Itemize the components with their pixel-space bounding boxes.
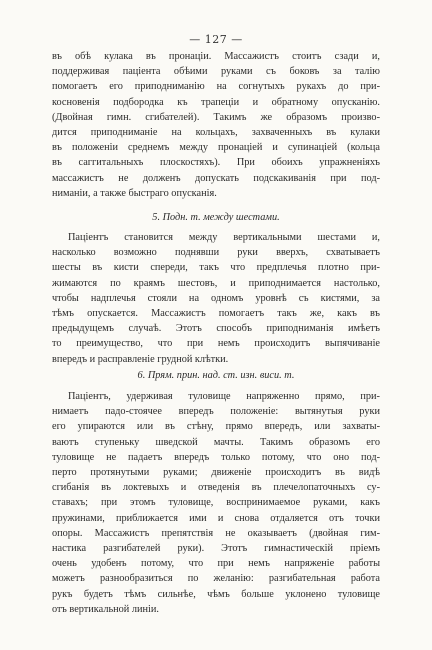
section-heading-6: 6. Прям. прин. над. ст. изн. виси. т.: [137, 370, 295, 381]
text-line: Паціентъ становится между вертикальными шестами и,: [68, 232, 380, 243]
text-line: шесты въ кисти спереди, такъ что предплечья плотно при-: [52, 262, 380, 274]
text-line: поддерживая паціента обѣими руками съ боковъ за талію: [52, 66, 380, 78]
paragraph-continuation: [52, 49, 380, 201]
text-line: въ обѣ кулака въ пронаціи. Массажистъ стоитъ сзади и,: [52, 51, 380, 62]
text-line: (Двойная гимн. сгибателей). Такимъ же образомъ произво-: [52, 111, 380, 123]
text-line: очень удобенъ потому, что при немъ напряженіе работы: [52, 558, 380, 570]
text-line: впередъ и расправленіе грудной клѣтки.: [52, 353, 229, 365]
text-line: перто протянутыми руками; движеніе происходитъ въ видѣ: [52, 467, 380, 479]
paragraph-section-6: [52, 389, 380, 617]
text-line: предыдущемъ случаѣ. Этотъ способъ приподниманія имѣетъ: [52, 323, 380, 335]
text-line: въ положеніи среднемъ между пронаціей и супинаціей (кольца: [52, 142, 380, 154]
text-line: рукъ будетъ тѣмъ сильнѣе, чѣмъ больше уклонено туловище: [52, 588, 380, 600]
text-line: пружинами, приближается ими и снова отдаляется отъ точки: [52, 512, 380, 524]
text-line: сгибанія въ локтевыхъ и отведенія въ плечелопаточныхъ су-: [52, 482, 380, 494]
text-line: туловище не падаетъ впередъ только потому, что оно под-: [52, 451, 380, 463]
text-line: въ саггитальныхъ плоскостяхъ). При обоихъ упражненіяхъ: [52, 157, 380, 169]
text-line: его упираются или въ стѣну, прямо впередъ, или захваты-: [52, 421, 380, 433]
text-line: ваютъ ступеньку шведской мачты. Такимъ образомъ его: [52, 436, 380, 448]
text-line: отъ вертикальной линіи.: [52, 603, 159, 615]
section-heading-5: 5. Подн. т. между шестами.: [152, 212, 280, 223]
text-line: насколько возможно поднявши руки вверхъ, схватываетъ: [52, 247, 380, 259]
text-line: ниманіи, а также быстраго опусканія.: [52, 187, 217, 199]
text-line: Паціентъ, удерживая туловище напряженно прямо, при-: [68, 391, 380, 402]
text-line: настика разгибателей руки). Этотъ гимнастическій пріемъ: [52, 543, 380, 555]
text-line: массажистъ не долженъ допускать подскакиванія при под-: [52, 172, 380, 184]
text-line: нимаетъ падо-стоячее впередъ положеніе: вытянутыя руки: [52, 406, 380, 418]
text-line: косновенія подбородка къ трапеціи и обратному опусканію.: [52, 96, 380, 108]
text-line: тѣмъ опускается. Массажистъ помогаетъ такъ же, какъ въ: [52, 308, 380, 320]
text-line: жимаются по краямъ шестовъ, и приподнимается настолько,: [52, 277, 380, 289]
text-line: помогаетъ его приподниманію на согнутыхъ рукахъ до при-: [52, 81, 380, 93]
text-line: опоры. Массажистъ препятствія не оказываетъ (двойная гим-: [52, 527, 380, 539]
text-line: ставахъ; при этомъ туловище, воспринимаемое руками, какъ: [52, 497, 380, 509]
text-line: то преимущество, что при немъ происходитъ выпячиваніе: [52, 338, 380, 350]
paragraph-section-5: [52, 230, 380, 367]
text-line: можетъ разнообразиться по желанію: разгибательная работа: [52, 573, 380, 585]
page-number: — 127 —: [189, 33, 243, 46]
text-line: чтобы надплечья стояли на одномъ уровнѣ съ кистями, за: [52, 292, 380, 304]
text-line: дится приподниманіе на кольцахъ, захваченныхъ въ кулаки: [52, 127, 380, 139]
